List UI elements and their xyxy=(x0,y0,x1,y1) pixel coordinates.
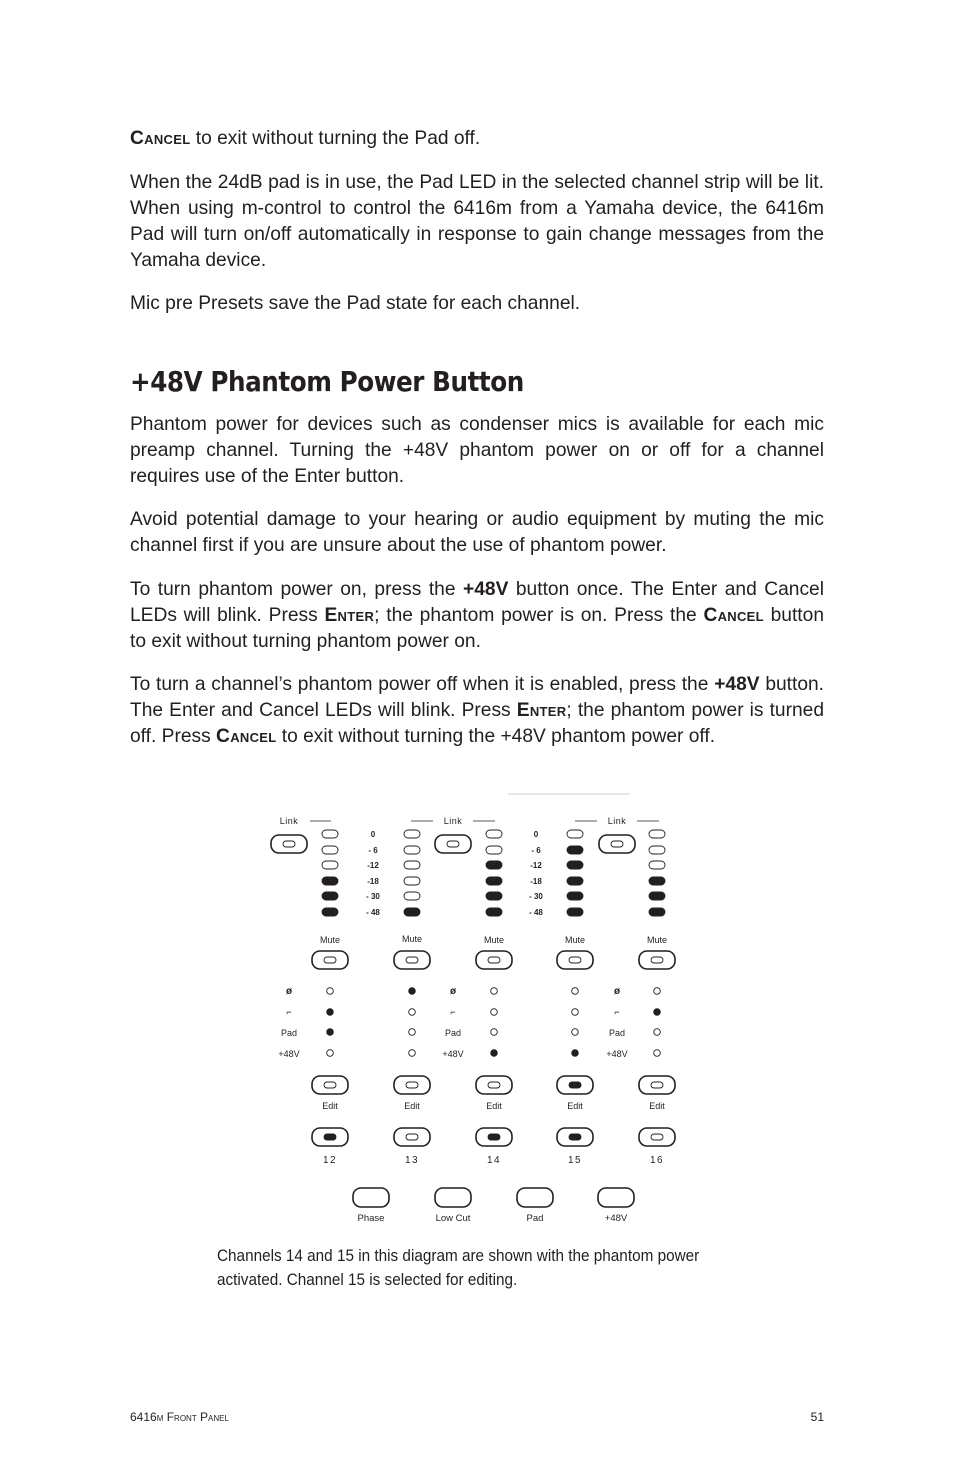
edit-label: Edit xyxy=(649,1101,665,1111)
meter-led xyxy=(404,908,420,916)
channel-select-led xyxy=(569,1134,581,1140)
row-label: +48V xyxy=(442,1049,464,1059)
row-label: Pad xyxy=(280,1028,298,1038)
function-button xyxy=(517,1188,553,1207)
status-led xyxy=(327,1009,334,1016)
cancel-keyword: Cancel xyxy=(130,128,191,149)
meter-led xyxy=(567,892,583,900)
function-button-label: +48V xyxy=(604,1213,628,1224)
row-label: ⌐ xyxy=(450,1007,456,1017)
mute-button-led xyxy=(488,957,500,963)
function-button-label: Pad xyxy=(526,1213,544,1224)
channel-select-led xyxy=(488,1134,500,1140)
paragraph-turn-on: To turn phantom power on, press the +48V button once. The Enter and Cancel LEDs will blink. Press Enter; the phantom power is on. Press the Cancel button to exit without turning phantom power on. xyxy=(130,579,824,652)
paragraph-presets: Mic pre Presets save the Pad state for each channel. xyxy=(130,293,581,314)
meter-led xyxy=(649,908,665,916)
meter-led xyxy=(322,846,338,854)
meter-led xyxy=(649,861,665,869)
meter-scale-label: - 6 xyxy=(368,846,378,855)
meter-scale-label: 0 xyxy=(533,830,539,839)
meter-led xyxy=(486,908,502,916)
status-led xyxy=(327,988,334,995)
meter-led xyxy=(567,908,583,916)
meter-scale-label: -18 xyxy=(530,877,542,886)
mute-label: Mute xyxy=(564,935,586,945)
status-led xyxy=(654,988,661,995)
status-led xyxy=(572,988,579,995)
function-button xyxy=(353,1188,389,1207)
section-heading: +48V Phantom Power Button xyxy=(130,365,524,398)
mute-label: Mute xyxy=(483,935,505,945)
row-label: ⌐ xyxy=(614,1007,620,1017)
meter-led xyxy=(322,892,338,900)
function-button xyxy=(435,1188,471,1207)
mute-button-led xyxy=(569,957,581,963)
paragraph-cancel-pad: Cancel to exit without turning the Pad off. xyxy=(130,128,481,149)
status-led xyxy=(491,1029,498,1036)
meter-scale-label: -18 xyxy=(367,877,379,886)
status-led xyxy=(654,1009,661,1016)
plus48v-keyword: +48V xyxy=(463,579,509,600)
channel-select-led xyxy=(651,1134,663,1140)
meter-led xyxy=(322,908,338,916)
row-label: ø xyxy=(285,986,293,997)
meter-led xyxy=(404,830,420,838)
status-led xyxy=(327,1050,334,1057)
meter-led xyxy=(404,877,420,885)
status-led xyxy=(572,1050,579,1057)
footer-page-number: 51 xyxy=(810,1410,824,1424)
meter-led xyxy=(649,877,665,885)
meter-led xyxy=(486,861,502,869)
edit-label: Edit xyxy=(404,1101,420,1111)
enter-keyword: Enter xyxy=(516,700,567,721)
meter-led xyxy=(567,877,583,885)
mute-label: Mute xyxy=(319,935,341,945)
meter-scale-label: - 48 xyxy=(529,908,543,917)
function-button-label: Phase xyxy=(357,1213,385,1224)
mute-button-led xyxy=(406,957,418,963)
row-label: ø xyxy=(613,986,621,997)
link-button-led xyxy=(447,841,459,847)
channel-number: 13 xyxy=(404,1155,420,1166)
meter-led xyxy=(404,892,420,900)
paragraph-pad-led: When the 24dB pad is in use, the Pad LED in the selected channel strip will be lit. When using m-control to control the 6416m from a Yamaha device, the 6416m Pad will turn on/off automatically in response to gain change messages from the Yamaha device. xyxy=(130,172,824,271)
row-label: Pad xyxy=(444,1028,462,1038)
paragraph-phantom-intro: Phantom power for devices such as condenser mics is available for each mic preamp channel. Turning the +48V phantom power on or off for a channel requires use of the Enter button. xyxy=(130,414,824,487)
status-led xyxy=(327,1029,334,1036)
link-label: Link xyxy=(279,816,299,826)
plus48v-keyword: +48V xyxy=(714,674,760,695)
channel-number: 12 xyxy=(322,1155,338,1166)
edit-button-led xyxy=(488,1082,500,1088)
status-led xyxy=(572,1009,579,1016)
meter-led xyxy=(649,892,665,900)
link-label: Link xyxy=(607,816,627,826)
link-label: Link xyxy=(443,816,463,826)
function-button xyxy=(598,1188,634,1207)
paragraph-warning: Avoid potential damage to your hearing or audio equipment by muting the mic channel first if you are unsure about the use of phantom power. xyxy=(130,509,824,556)
cancel-keyword: Cancel xyxy=(216,726,277,747)
status-led xyxy=(409,1009,416,1016)
mute-button-led xyxy=(324,957,336,963)
status-led xyxy=(409,1029,416,1036)
front-panel-diagram xyxy=(255,790,695,1230)
paragraph-turn-off: To turn a channel’s phantom power off when it is enabled, press the +48V button. The Enter and Cancel LEDs will blink. Press Enter; the phantom power is turned off. Press Cancel to exit without turning the +48V phantom power off. xyxy=(130,674,825,747)
link-button-led xyxy=(611,841,623,847)
status-led xyxy=(491,1009,498,1016)
meter-led xyxy=(322,877,338,885)
figure-caption: Channels 14 and 15 in this diagram are shown with the phantom power activated. Channel 15 is selected for editing. xyxy=(217,1246,700,1289)
edit-label: Edit xyxy=(567,1101,583,1111)
meter-led xyxy=(486,830,502,838)
status-led xyxy=(572,1029,579,1036)
meter-led xyxy=(567,861,583,869)
channel-number: 14 xyxy=(486,1155,502,1166)
meter-led xyxy=(649,830,665,838)
channel-select-led xyxy=(406,1134,418,1140)
row-label: +48V xyxy=(278,1049,300,1059)
enter-keyword: Enter xyxy=(324,605,375,626)
row-label: +48V xyxy=(606,1049,628,1059)
edit-label: Edit xyxy=(486,1101,502,1111)
meter-led xyxy=(567,830,583,838)
edit-button-led xyxy=(569,1082,581,1088)
status-led xyxy=(491,1050,498,1057)
meter-led xyxy=(322,830,338,838)
channel-number: 16 xyxy=(649,1155,665,1166)
cancel-keyword: Cancel xyxy=(703,605,764,626)
row-label: ⌐ xyxy=(286,1007,292,1017)
meter-scale-label: - 30 xyxy=(529,892,543,901)
meter-scale-label: - 48 xyxy=(366,908,380,917)
meter-led xyxy=(404,846,420,854)
row-label: ø xyxy=(449,986,457,997)
mute-label: Mute xyxy=(401,934,423,944)
meter-scale-label: - 6 xyxy=(531,846,541,855)
status-led xyxy=(491,988,498,995)
meter-led xyxy=(486,892,502,900)
meter-scale-label: -12 xyxy=(367,861,379,870)
status-led xyxy=(409,988,416,995)
function-button-label: Low Cut xyxy=(435,1213,471,1224)
meter-led xyxy=(567,846,583,854)
link-button-led xyxy=(283,841,295,847)
meter-led xyxy=(649,846,665,854)
meter-scale-label: 0 xyxy=(370,830,376,839)
edit-label: Edit xyxy=(322,1101,338,1111)
meter-led xyxy=(404,861,420,869)
channel-select-led xyxy=(324,1134,336,1140)
mute-label: Mute xyxy=(646,935,668,945)
meter-scale-label: - 30 xyxy=(366,892,380,901)
edit-button-led xyxy=(651,1082,663,1088)
status-led xyxy=(409,1050,416,1057)
edit-button-led xyxy=(324,1082,336,1088)
meter-scale-label: -12 xyxy=(530,861,542,870)
channel-number: 15 xyxy=(567,1155,583,1166)
footer-section-title: 6416m Front Panel xyxy=(130,1410,229,1424)
meter-led xyxy=(322,861,338,869)
row-label: Pad xyxy=(608,1028,626,1038)
edit-button-led xyxy=(406,1082,418,1088)
mute-button-led xyxy=(651,957,663,963)
meter-led xyxy=(486,846,502,854)
meter-led xyxy=(486,877,502,885)
status-led xyxy=(654,1050,661,1057)
status-led xyxy=(654,1029,661,1036)
